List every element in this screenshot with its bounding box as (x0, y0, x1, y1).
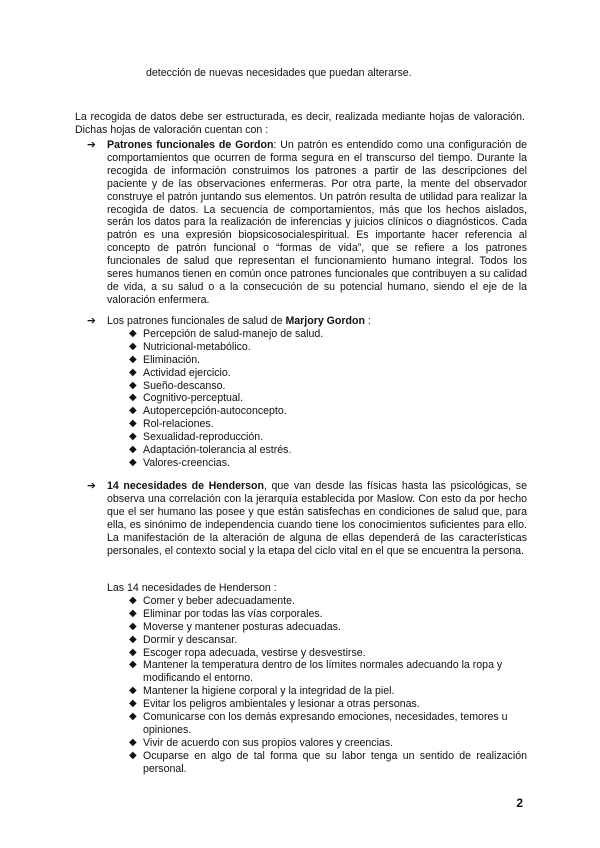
diamond-bullet-icon: ◆ (129, 685, 137, 697)
diamond-bullet-icon: ◆ (129, 456, 137, 468)
diamond-bullet-icon: ◆ (129, 736, 137, 748)
list-item: ◆ Autopercepción-autoconcepto. (129, 405, 287, 418)
list-item: ◆ Eliminar por todas las vías corporales. (129, 607, 323, 620)
arrow-icon: ➔ (87, 315, 96, 327)
list-item: ◆ Mantener la temperatura dentro de los límites normales adecuando la ropa y modificando el entorno. (129, 659, 503, 685)
gordon-name: Marjory Gordon (285, 315, 365, 327)
diamond-bullet-icon: ◆ (129, 749, 137, 761)
diamond-bullet-icon: ◆ (129, 418, 137, 430)
diamond-bullet-icon: ◆ (129, 379, 137, 391)
diamond-bullet-icon: ◆ (129, 646, 137, 658)
list-item: ◆ Rol-relaciones. (129, 418, 214, 431)
diamond-bullet-icon: ◆ (129, 392, 137, 404)
gordon-paragraph (107, 139, 527, 307)
diamond-bullet-icon: ◆ (129, 711, 137, 723)
gordon-list-block (87, 315, 527, 470)
list-item: ◆ Cognitivo-perceptual. (129, 392, 244, 405)
diamond-bullet-icon: ◆ (129, 327, 137, 339)
list-item: ◆ Comer y beber adecuadamente. (129, 594, 295, 607)
diamond-bullet-icon: ◆ (129, 594, 137, 606)
list-item: ◆ Eliminación. (129, 353, 201, 366)
diamond-bullet-icon: ◆ (129, 444, 137, 456)
henderson-bullet (87, 480, 527, 557)
diamond-bullet-icon: ◆ (129, 607, 137, 619)
diamond-bullet-icon: ◆ (129, 698, 137, 710)
list-item: ◆ Percepción de salud-manejo de salud. (129, 327, 324, 340)
gordon-patterns-list (129, 328, 527, 470)
gordon-list-intro (107, 315, 527, 328)
diamond-bullet-icon: ◆ (129, 633, 137, 645)
diamond-bullet-icon: ◆ (129, 353, 137, 365)
henderson-list-block (87, 582, 527, 776)
diamond-bullet-icon: ◆ (129, 620, 137, 632)
list-item: ◆ Evitar los peligros ambientales y lesionar a otras personas. (129, 698, 420, 711)
arrow-icon: ➔ (87, 139, 96, 151)
diamond-bullet-icon: ◆ (129, 659, 137, 671)
list-item: ◆ Adaptación-tolerancia al estrés. (129, 444, 292, 457)
diamond-bullet-icon: ◆ (129, 431, 137, 443)
intro-line: detección de nuevas necesidades que puedan alterarse. (146, 67, 412, 79)
henderson-title: 14 necesidades de Henderson (107, 480, 264, 492)
arrow-icon: ➔ (87, 480, 96, 492)
list-item: ◆ Comunicarse con los demás expresando emociones, necesidades, temores u opiniones. (129, 711, 508, 736)
henderson-needs-list (129, 595, 527, 776)
list-item: ◆ Escoger ropa adecuada, vestirse y desvestirse. (129, 646, 366, 659)
list-item: ◆ Mantener la higiene corporal y la integridad de la piel. (129, 685, 395, 698)
list-item: ◆ Actividad ejercicio. (129, 366, 231, 379)
gordon-text: : Un patrón es entendido como una configuración de comportamientos que ocurren de forma segura en el transcurso del tiempo. Durante la recogida de información construimos los patrones a partir de las descripciones del paciente y de las observaciones enfermeras. Por otra parte, la mente del observador construye el patrón juntando sus elementos. Un patrón resulta de utilidad para realizar la recogida de datos. La secuencia de comportamientos, más que los hechos aislados, serán los datos para la realización de inferencias y juicios clínicos o diagnósticos. Cada patrón es una expresión biopsicosocialespiritual. Es importante hacer referencia al concepto de patrón funcional o “formas de vida”, que se refiere a los patrones funcionales de salud que representan el funcionamiento humano integral. Todos los seres humanos tienen en común once patrones funcionales que contribuyen a su calidad de vida, a su salud o a la consecución de su potencial humano, siendo el eje de la valoración enfermera. (107, 139, 527, 306)
list-item: ◆ Ocuparse en algo de tal forma que su labor tenga un sentido de realización personal. (129, 749, 527, 775)
valoracion-paragraph: La recogida de datos debe ser estructurada, es decir, realizada mediante hojas de valoración. Dichas hojas de valoración cuentan con : (75, 111, 525, 136)
gordon-bullet (87, 139, 527, 307)
list-item: ◆ Valores-creencias. (129, 456, 230, 469)
list-item: ◆ Sexualidad-reproducción. (129, 431, 264, 444)
henderson-text: , que van desde las físicas hasta las psicológicas, se observa una correlación con la jerarquía establecida por Maslow. Con esto da por hecho que el ser humano las posee y que están satisfechas en condiciones de salud que, para ella, es sinónimo de independencia cuando tiene los conocimientos suficientes para ello. La manifestación de la alteración de alguna de ellas dependerá de las características personales, el contexto social y la etapa del ciclo vital en el que se encuentra la persona. (107, 480, 527, 557)
diamond-bullet-icon: ◆ (129, 405, 137, 417)
henderson-list-intro: Las 14 necesidades de Henderson : (107, 582, 277, 594)
list-item: ◆ Moverse y mantener posturas adecuadas. (129, 620, 341, 633)
henderson-paragraph (107, 480, 527, 557)
gordon-list-intro-prefix: Los patrones funcionales de salud de (107, 315, 283, 327)
diamond-bullet-icon: ◆ (129, 340, 137, 352)
list-item: ◆ Dormir y descansar. (129, 633, 238, 646)
list-item: ◆ Sueño-descanso. (129, 379, 226, 392)
diamond-bullet-icon: ◆ (129, 366, 137, 378)
list-item: ◆ Vivir de acuerdo con sus propios valores y creencias. (129, 736, 394, 749)
page-number: 2 (516, 796, 523, 810)
gordon-list-intro-suffix: : (367, 315, 371, 327)
gordon-title: Patrones funcionales de Gordon (107, 139, 274, 151)
list-item: ◆ Nutricional-metabólico. (129, 340, 251, 353)
